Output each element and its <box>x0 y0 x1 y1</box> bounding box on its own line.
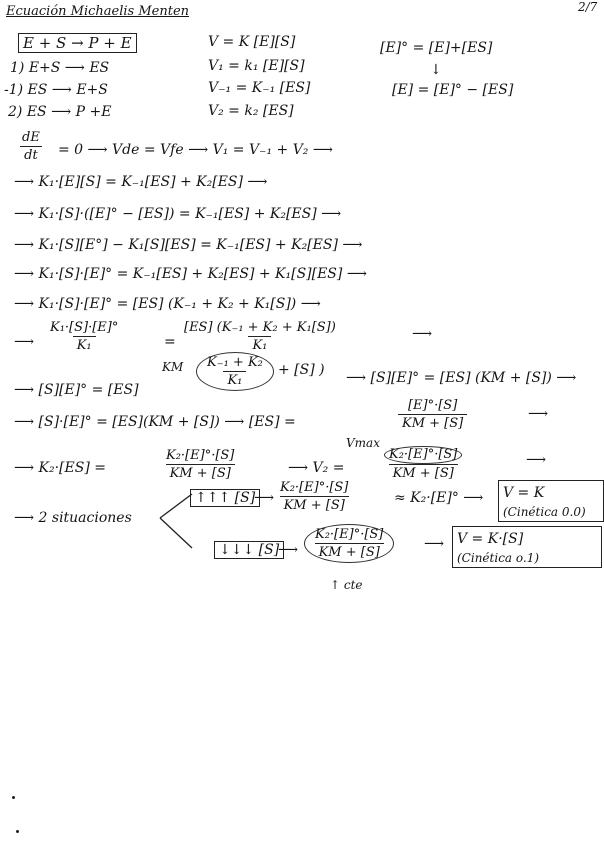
rate-v-minus-1: V₋₁ = K₋₁ [ES] <box>208 80 311 96</box>
low-substrate: ↓↓↓ [S] <box>214 542 284 558</box>
derivation-line-3: ⟶ K₁·[S]·([E]° − [ES]) = K₋₁[ES] + K₂[ES] ⟶ <box>14 206 342 222</box>
high-substrate: ↑↑↑ [S] <box>190 490 260 506</box>
situations-label: ⟶ 2 situaciones <box>14 510 132 526</box>
km-fraction: $\frac{\text{K₋₁ + K₂}}{\text{K₁}}$ <box>196 352 274 391</box>
right-fraction: $\frac{\text{[ES] (K₋₁ + K₂ + K₁[S])}}{\text{K₁}}$ <box>184 320 336 353</box>
constant-label: ↑ cte <box>330 578 363 592</box>
arrow-line-10: ⟶ <box>526 452 547 468</box>
derivative-fraction <box>18 130 44 163</box>
margin-dot <box>12 796 15 799</box>
km-plus-s: + [S] ) <box>278 362 325 378</box>
v2-fraction: $\frac{\text{K₂·[E]°·[S]}}{KM + [S]}$ <box>384 446 462 481</box>
margin-dot <box>16 830 19 833</box>
arrow-line-9: ⟶ <box>528 406 549 422</box>
k2-fraction: $\frac{\text{K₂·[E]°·[S]}}{KM + [S]}$ <box>166 448 235 481</box>
reaction-minus-1: -1) ES ⟶ E+S <box>4 82 108 98</box>
low-note: (Cinética o.1) <box>457 551 540 565</box>
steady-state-line: = 0 ⟶ Vde = Vfe ⟶ V₁ = V₋₁ + V₂ ⟶ <box>58 142 333 158</box>
low-approx: ⟶ <box>424 536 445 552</box>
derivation-line-10a: ⟶ K₂·[ES] = <box>14 460 106 476</box>
high-result-box <box>498 480 604 522</box>
derivative-numerator: dE <box>22 130 40 145</box>
derivation-line-4: ⟶ K₁·[S][E°] − K₁[S][ES] = K₋₁[ES] + K₂[ES] ⟶ <box>14 237 363 253</box>
arrow-line-7b: ⟶ <box>412 326 433 342</box>
derivation-line-5: ⟶ K₁·[S]·[E]° = K₋₁[ES] + K₂[ES] + K₁[S][ES] ⟶ <box>14 266 367 282</box>
conservation-line-2: [E] = [E]° − [ES] <box>392 82 514 98</box>
conservation-line-1: [E]° = [E]+[ES] <box>380 40 493 56</box>
es-fraction: $\frac{[E]^\circ\cdot[S]}{KM + [S]}$ <box>398 398 467 431</box>
rate-v2: V₂ = k₂ [ES] <box>208 103 294 119</box>
derivation-line-9: ⟶ [S]·[E]° = [ES](KM + [S]) ⟶ [ES] = <box>14 414 296 430</box>
arrow-line-7: ⟶ <box>14 334 35 350</box>
derivation-line-8a: ⟶ [S][E]° = [ES] <box>14 382 139 398</box>
low-arrow: ⟶ <box>278 542 299 558</box>
page-title: Ecuación Michaelis Menten <box>6 4 190 19</box>
km-label: KM <box>162 360 184 374</box>
equals-sign: = <box>164 334 176 350</box>
high-approx: ≈ K₂·[E]° ⟶ <box>394 490 484 506</box>
derivative-denominator: dt <box>20 146 42 163</box>
rate-v1: V₁ = k₁ [E][S] <box>208 58 305 74</box>
reaction-2: 2) ES ⟶ P +E <box>8 104 112 120</box>
main-reaction: E + S → P + E <box>18 34 137 52</box>
low-fraction: $\frac{\text{K₂·[E]°·[S]}}{KM + [S]}$ <box>304 524 394 563</box>
high-arrow: ⟶ <box>254 490 275 506</box>
low-result: V = K·[S] <box>457 531 524 547</box>
derivation-line-6: ⟶ K₁·[S]·[E]° = [ES] (K₋₁ + K₂ + K₁[S]) ⟶ <box>14 296 321 312</box>
derivation-line-2: ⟶ K₁·[E][S] = K₋₁[ES] + K₂[ES] ⟶ <box>14 174 268 190</box>
low-result-box <box>452 526 602 568</box>
high-fraction: $\frac{\text{K₂·[E]°·[S]}}{KM + [S]}$ <box>280 480 349 513</box>
reaction-1: 1) E+S ⟶ ES <box>10 60 110 76</box>
derivation-line-8b: ⟶ [S][E]° = [ES] (KM + [S]) ⟶ <box>346 370 577 386</box>
high-result: V = K <box>503 485 545 501</box>
vmax-label: Vmax <box>346 436 380 450</box>
left-fraction: $\frac{\text{K₁·[S]·[E]°}}{\text{K₁}}$ <box>50 320 119 353</box>
high-note: (Cinética 0.0) <box>503 505 586 519</box>
derivation-line-10b: ⟶ V₂ = <box>288 460 345 476</box>
rate-v: V = K [E][S] <box>208 34 296 50</box>
page-number: 2/7 <box>578 0 598 14</box>
down-arrow: ↓ <box>430 62 442 78</box>
